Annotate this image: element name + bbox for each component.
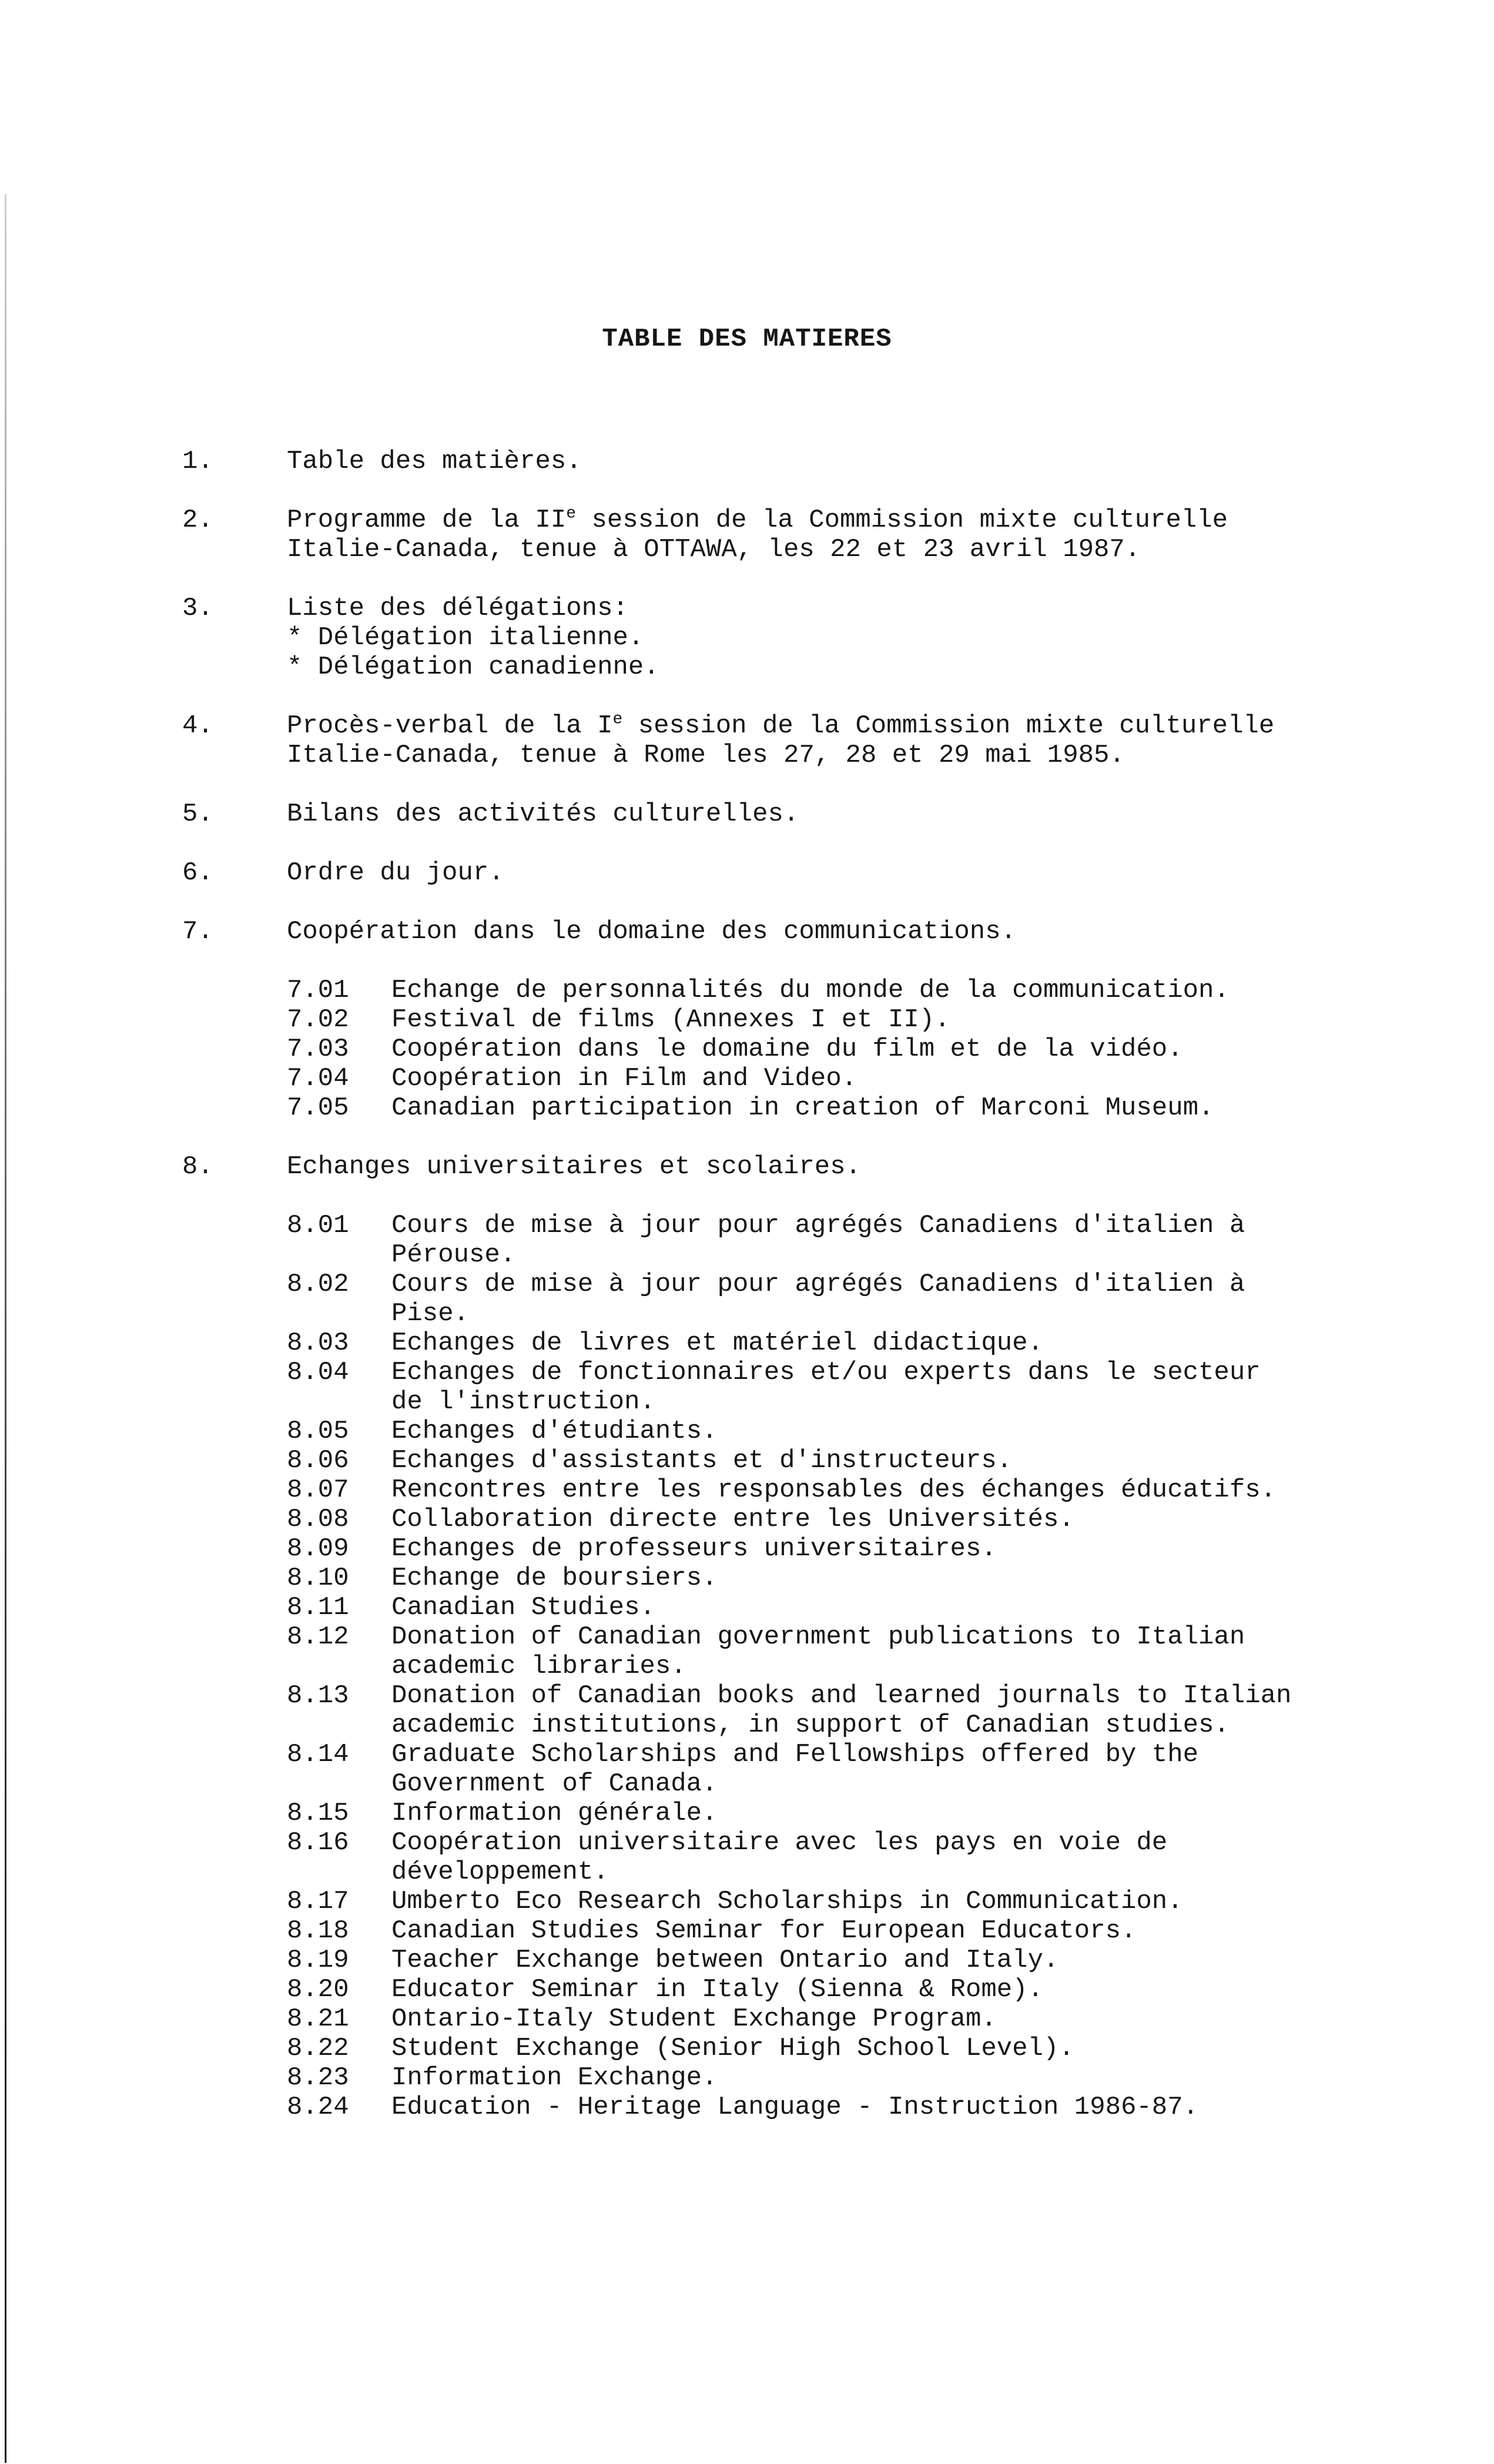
toc-subitem-text xyxy=(391,1417,1428,1446)
toc-subitem-text xyxy=(391,2093,1428,2122)
toc-item-number: 6. xyxy=(182,858,213,888)
toc-subitem-number: 8.08 xyxy=(287,1505,349,1534)
toc-subitem xyxy=(287,1593,1428,1622)
toc-subitem-line: Festival de films (Annexes I et II). xyxy=(391,1005,950,1035)
toc-subitem-number: 8.06 xyxy=(287,1446,349,1475)
toc-subitem xyxy=(287,1505,1428,1534)
toc-subitem-text xyxy=(391,2004,1428,2034)
toc-subitem xyxy=(287,1064,1428,1093)
toc-item xyxy=(182,799,1428,829)
toc-subitem-line: Rencontres entre les responsables des échanges éducatifs. xyxy=(391,1475,1277,1505)
toc-item xyxy=(182,917,1428,1123)
toc-item-text: Procès-verbal de la Ie session de la Commission mixte culturelle xyxy=(287,710,1275,741)
toc-item-text: Liste des délégations: xyxy=(287,594,628,623)
toc-item-body xyxy=(287,447,1428,476)
toc-subitem-text xyxy=(391,976,1428,1005)
toc-item-number: 3. xyxy=(182,594,213,623)
toc-item-body xyxy=(287,1152,1428,2122)
toc-subitem-text xyxy=(391,2034,1428,2063)
toc-subitem-line: Echanges d'assistants et d'instructeurs. xyxy=(391,1446,1013,1475)
toc-subitem-line: Information Exchange. xyxy=(391,2063,718,2093)
superscript: e xyxy=(566,504,577,523)
toc-subitem-line: Education - Heritage Language - Instruction 1986-87. xyxy=(391,2093,1199,2122)
toc-item-number: 2. xyxy=(182,505,213,535)
toc-subitem-number: 8.21 xyxy=(287,2004,349,2034)
toc-subitem-line: Umberto Eco Research Scholarships in Communication. xyxy=(391,1887,1183,1916)
toc-subitem-line: Collaboration directe entre les Universités. xyxy=(391,1505,1074,1534)
toc-subitem-text xyxy=(391,1505,1428,1534)
toc-item-number: 4. xyxy=(182,711,213,741)
toc-item-body xyxy=(287,505,1428,564)
toc-subitem-line: Echanges de livres et matériel didactique. xyxy=(391,1328,1043,1358)
toc-item-text: Table des matières. xyxy=(287,447,582,476)
toc-subitem xyxy=(287,1417,1428,1446)
toc-subitem xyxy=(287,1093,1428,1123)
toc-subitem-number: 8.05 xyxy=(287,1417,349,1446)
toc-subitem xyxy=(287,1534,1428,1564)
toc-subitem xyxy=(287,1916,1428,1946)
toc-subitem-number: 8.11 xyxy=(287,1593,349,1622)
toc-subitem-text xyxy=(391,1093,1428,1123)
toc-subitem-number: 7.01 xyxy=(287,976,349,1005)
toc-subitems xyxy=(287,1211,1428,2122)
toc-subitem xyxy=(287,1946,1428,1975)
toc-subitem xyxy=(287,2093,1428,2122)
toc-subitem-line: academic institutions, in support of Canadian studies. xyxy=(391,1710,1230,1740)
toc-subitem-number: 8.20 xyxy=(287,1975,349,2004)
toc-subitem-line: Echanges de professeurs universitaires. xyxy=(391,1534,997,1564)
toc-subitem-number: 8.15 xyxy=(287,1799,349,1828)
toc-subitem-line: Cours de mise à jour pour agrégés Canadiens d'italien à xyxy=(391,1270,1245,1299)
toc-item-number: 1. xyxy=(182,447,213,476)
toc-subitem-line: Coopération universitaire avec les pays en voie de xyxy=(391,1828,1168,1857)
toc-subitem-line: Coopération in Film and Video. xyxy=(391,1064,857,1093)
toc-item-text: * Délégation italienne. xyxy=(287,623,644,652)
toc-item-body xyxy=(287,917,1428,1123)
toc-subitem-line: Donation of Canadian books and learned journals to Italian xyxy=(391,1681,1292,1710)
toc-subitem xyxy=(287,1211,1428,1270)
toc-subitem xyxy=(287,1446,1428,1475)
toc-item-text: Ordre du jour. xyxy=(287,858,504,888)
toc-subitem-line: Echanges de fonctionnaires et/ou experts dans le secteur xyxy=(391,1358,1261,1387)
toc-subitem xyxy=(287,1799,1428,1828)
toc-subitem-number: 8.04 xyxy=(287,1358,349,1387)
toc-item-number: 7. xyxy=(182,917,213,946)
toc-subitem-number: 8.10 xyxy=(287,1564,349,1593)
toc-subitem-number: 8.17 xyxy=(287,1887,349,1916)
toc-item-body xyxy=(287,799,1428,829)
toc-subitem-number: 8.02 xyxy=(287,1270,349,1299)
toc-subitem-line: de l'instruction. xyxy=(391,1387,655,1417)
toc-subitem-line: Canadian participation in creation of Marconi Museum. xyxy=(391,1093,1214,1123)
toc-subitem-number: 8.16 xyxy=(287,1828,349,1857)
toc-subitem-number: 8.01 xyxy=(287,1211,349,1240)
toc-subitem-text xyxy=(391,1035,1428,1064)
toc-subitem-text xyxy=(391,1946,1428,1975)
toc-subitem xyxy=(287,976,1428,1005)
toc-item xyxy=(182,594,1428,682)
toc-subitem-number: 8.13 xyxy=(287,1681,349,1710)
toc-item xyxy=(182,1152,1428,2122)
toc-item-body xyxy=(287,711,1428,770)
toc-subitem xyxy=(287,1975,1428,2004)
toc-subitem-text xyxy=(391,1828,1428,1887)
toc-subitem xyxy=(287,1887,1428,1916)
toc-subitem-text xyxy=(391,1916,1428,1946)
toc-subitem-number: 8.12 xyxy=(287,1622,349,1652)
toc-subitem xyxy=(287,2004,1428,2034)
toc-subitems xyxy=(287,976,1428,1123)
toc-subitem-line: Educator Seminar in Italy (Sienna & Rome). xyxy=(391,1975,1043,2004)
toc-subitem-line: Information générale. xyxy=(391,1799,718,1828)
toc-subitem-text xyxy=(391,1270,1428,1328)
toc-subitem-text xyxy=(391,2063,1428,2093)
toc-subitem-line: Canadian Studies. xyxy=(391,1593,655,1622)
toc-subitem-text xyxy=(391,1358,1428,1417)
toc-subitem-number: 7.04 xyxy=(287,1064,349,1093)
toc-subitem-number: 7.02 xyxy=(287,1005,349,1035)
toc-subitem-text xyxy=(391,1593,1428,1622)
toc-item-text: Italie-Canada, tenue à OTTAWA, les 22 et 23 avril 1987. xyxy=(287,535,1141,564)
toc-subitem xyxy=(287,1328,1428,1358)
toc-item-body xyxy=(287,594,1428,682)
toc-subitem-number: 8.14 xyxy=(287,1740,349,1769)
toc-subitem-text xyxy=(391,1740,1428,1799)
toc-subitem xyxy=(287,1475,1428,1505)
toc-subitem xyxy=(287,2034,1428,2063)
toc-subitem xyxy=(287,1005,1428,1035)
toc-subitem-line: Echange de boursiers. xyxy=(391,1564,718,1593)
toc-subitem-text xyxy=(391,1005,1428,1035)
toc-subitem-line: Government of Canada. xyxy=(391,1769,718,1799)
scan-edge-shadow xyxy=(5,194,6,2463)
toc-item-text: * Délégation canadienne. xyxy=(287,652,659,682)
toc-subitem-line: Echanges d'étudiants. xyxy=(391,1417,718,1446)
toc-subitem-line: Teacher Exchange between Ontario and Italy. xyxy=(391,1946,1059,1975)
toc-subitem-text xyxy=(391,1534,1428,1564)
toc-subitem-line: Ontario-Italy Student Exchange Program. xyxy=(391,2004,997,2034)
toc-item-text: Bilans des activités culturelles. xyxy=(287,799,799,829)
toc-subitem-number: 7.05 xyxy=(287,1093,349,1123)
toc-subitem-number: 8.19 xyxy=(287,1946,349,1975)
toc-subitem-text xyxy=(391,1799,1428,1828)
toc-subitem-number: 8.24 xyxy=(287,2093,349,2122)
toc-subitem-number: 8.22 xyxy=(287,2034,349,2063)
toc-item-text: Echanges universitaires et scolaires. xyxy=(287,1152,861,1181)
toc-subitem-number: 8.09 xyxy=(287,1534,349,1564)
toc-subitem-text xyxy=(391,1064,1428,1093)
toc-subitem-line: Donation of Canadian government publications to Italian xyxy=(391,1622,1245,1652)
toc-item-text: Programme de la IIe session de la Commission mixte culturelle xyxy=(287,504,1228,535)
toc-subitem-line: Pérouse. xyxy=(391,1240,516,1270)
toc-item xyxy=(182,447,1428,476)
toc-subitem-text xyxy=(391,1887,1428,1916)
toc-subitem-number: 8.18 xyxy=(287,1916,349,1946)
toc-subitem-line: academic libraries. xyxy=(391,1652,686,1681)
toc-subitem-line: Canadian Studies Seminar for European Educators. xyxy=(391,1916,1137,1946)
toc-subitem xyxy=(287,1270,1428,1328)
toc-subitem-text xyxy=(391,1446,1428,1475)
page-title: TABLE DES MATIERES xyxy=(602,324,892,354)
toc-subitem-number: 7.03 xyxy=(287,1035,349,1064)
toc-subitem-text xyxy=(391,1975,1428,2004)
toc-subitem-line: Cours de mise à jour pour agrégés Canadiens d'italien à xyxy=(391,1211,1245,1240)
toc-item xyxy=(182,711,1428,770)
toc-subitem xyxy=(287,1035,1428,1064)
toc-subitem xyxy=(287,1681,1428,1740)
toc-subitem-number: 8.23 xyxy=(287,2063,349,2093)
toc-subitem-text xyxy=(391,1681,1428,1740)
toc-subitem-line: Student Exchange (Senior High School Level). xyxy=(391,2034,1074,2063)
toc-subitem-line: Pise. xyxy=(391,1299,470,1328)
toc-subitem-line: Echange de personnalités du monde de la communication. xyxy=(391,976,1230,1005)
superscript: e xyxy=(612,710,623,729)
toc-subitem xyxy=(287,1622,1428,1681)
table-of-contents xyxy=(182,447,1428,2151)
toc-subitem-text xyxy=(391,1622,1428,1681)
toc-subitem xyxy=(287,1358,1428,1417)
toc-subitem-number: 8.03 xyxy=(287,1328,349,1358)
toc-subitem xyxy=(287,2063,1428,2093)
toc-item xyxy=(182,505,1428,564)
toc-subitem xyxy=(287,1564,1428,1593)
toc-item-text: Italie-Canada, tenue à Rome les 27, 28 et 29 mai 1985. xyxy=(287,741,1125,770)
toc-subitem-number: 8.07 xyxy=(287,1475,349,1505)
toc-subitem-line: Graduate Scholarships and Fellowships offered by the xyxy=(391,1740,1199,1769)
toc-subitem-text xyxy=(391,1328,1428,1358)
toc-item xyxy=(182,858,1428,888)
toc-subitem-text xyxy=(391,1475,1428,1505)
toc-item-number: 5. xyxy=(182,799,213,829)
toc-subitem-line: Coopération dans le domaine du film et de la vidéo. xyxy=(391,1035,1183,1064)
toc-subitem-text xyxy=(391,1564,1428,1593)
toc-item-body xyxy=(287,858,1428,888)
toc-subitem xyxy=(287,1740,1428,1799)
toc-item-text: Coopération dans le domaine des communications. xyxy=(287,917,1017,946)
toc-item-number: 8. xyxy=(182,1152,213,1181)
toc-subitem-text xyxy=(391,1211,1428,1270)
toc-subitem-line: développement. xyxy=(391,1857,609,1887)
toc-subitem xyxy=(287,1828,1428,1887)
